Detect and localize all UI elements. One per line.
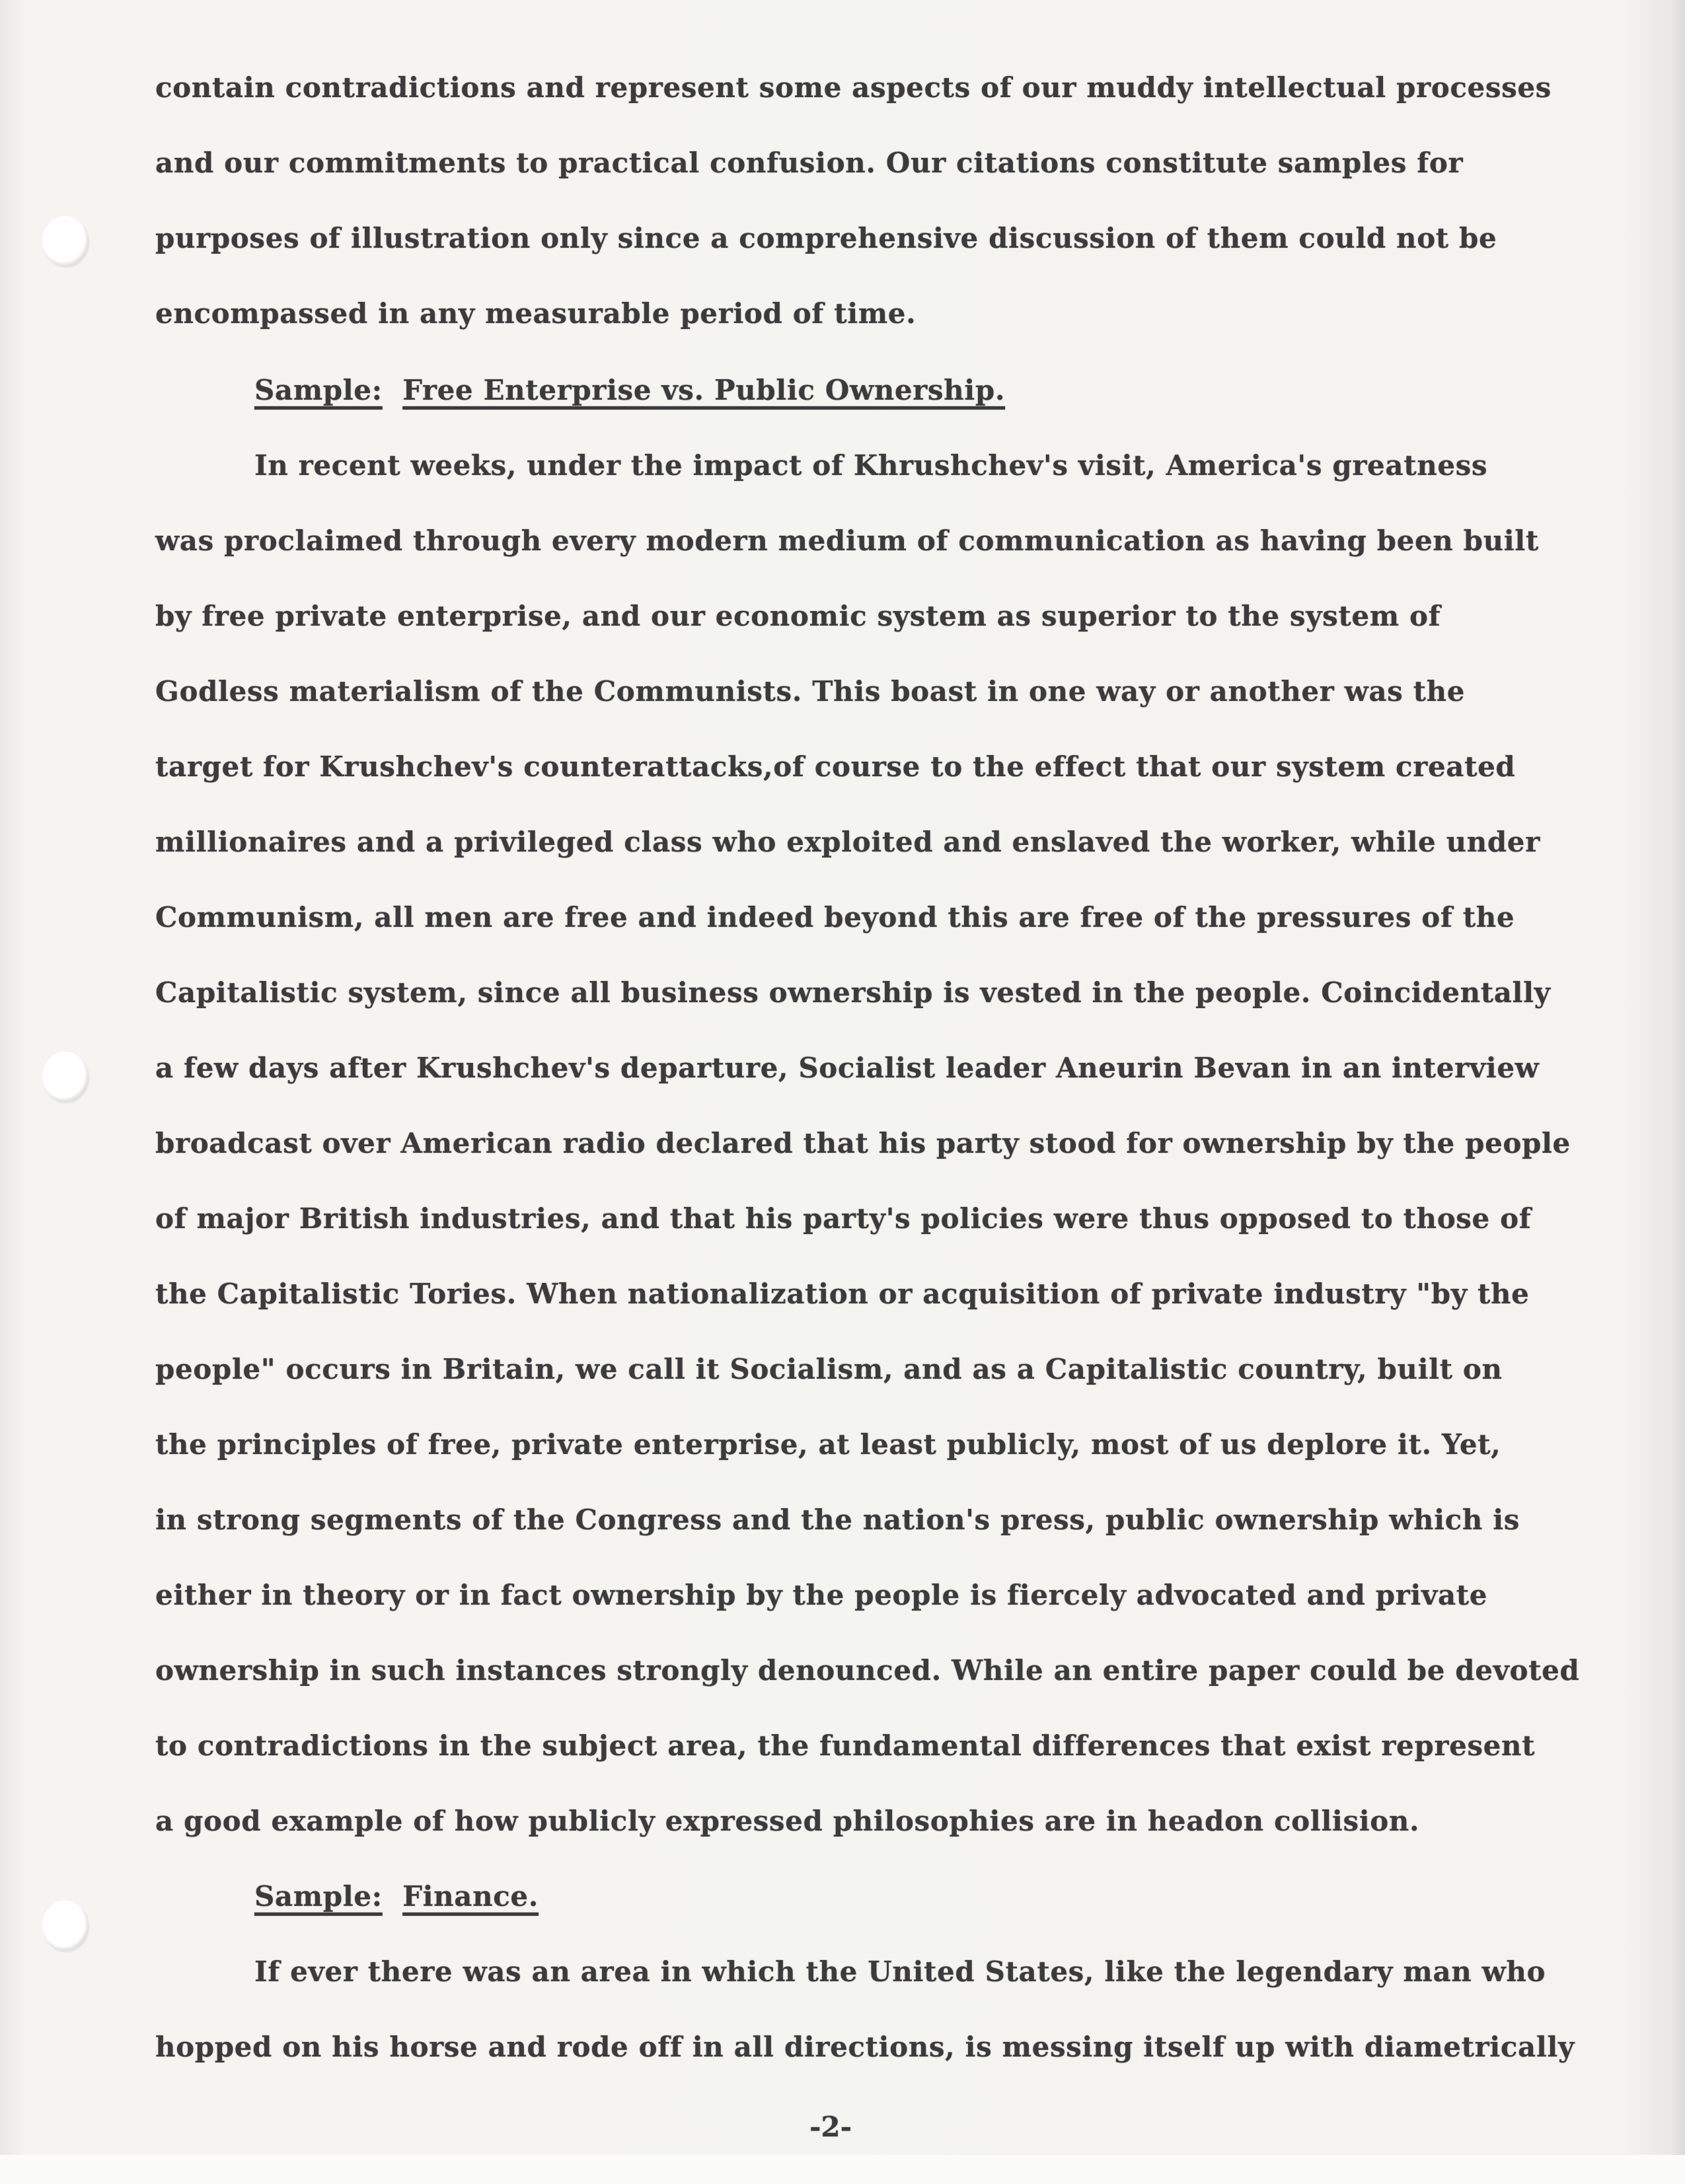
- page-number: -2-: [809, 2111, 852, 2143]
- text-line: people" occurs in Britain, we call it Socialism, and as a Capitalistic country, built on: [155, 1353, 1503, 1385]
- punch-hole-bottom: [42, 1901, 89, 1951]
- punch-hole-middle: [42, 1052, 89, 1102]
- text-line: In recent weeks, under the impact of Khrushchev's visit, America's greatness: [254, 449, 1488, 482]
- text-line: and our commitments to practical confusion. Our citations constitute samples for: [155, 147, 1464, 179]
- text-line: Godless materialism of the Communists. This boast in one way or another was the: [155, 675, 1466, 708]
- section-heading-finance: [254, 1880, 539, 1913]
- text-line: the principles of free, private enterprise, at least publicly, most of us deplore it. Yet,: [155, 1428, 1501, 1461]
- text-line: target for Krushchev's counterattacks,of course to the effect that our system created: [155, 750, 1516, 783]
- text-line: ownership in such instances strongly denounced. While an entire paper could be devoted: [155, 1654, 1580, 1687]
- section-label: Sample:: [254, 374, 383, 406]
- scan-bottom-edge: [0, 2155, 1685, 2184]
- section-title: Free Enterprise vs. Public Ownership.: [402, 374, 1006, 406]
- text-line: in strong segments of the Congress and the nation's press, public ownership which is: [155, 1504, 1520, 1536]
- text-line: broadcast over American radio declared that his party stood for ownership by the people: [155, 1127, 1571, 1159]
- text-line: by free private enterprise, and our economic system as superior to the system of: [155, 600, 1441, 632]
- text-line: either in theory or in fact ownership by the people is fiercely advocated and private: [155, 1579, 1488, 1611]
- text-line: If ever there was an area in which the United States, like the legendary man who: [254, 1955, 1546, 1988]
- text-line: hopped on his horse and rode off in all directions, is messing itself up with diametrically: [155, 2031, 1575, 2063]
- text-line: the Capitalistic Tories. When nationalization or acquisition of private industry "by the: [155, 1278, 1530, 1310]
- text-line: was proclaimed through every modern medium of communication as having been built: [155, 525, 1539, 557]
- text-line: millionaires and a privileged class who exploited and enslaved the worker, while under: [155, 826, 1540, 858]
- text-line: a few days after Krushchev's departure, Socialist leader Aneurin Bevan in an interview: [155, 1052, 1540, 1084]
- text-line: Communism, all men are free and indeed beyond this are free of the pressures of the: [155, 901, 1515, 933]
- section-label: Sample:: [254, 1880, 383, 1912]
- text-line: purposes of illustration only since a comprehensive discussion of them could not be: [155, 222, 1497, 254]
- text-line: encompassed in any measurable period of time.: [155, 297, 917, 330]
- section-title: Finance.: [402, 1880, 539, 1912]
- text-line: of major British industries, and that his party's policies were thus opposed to those of: [155, 1202, 1532, 1235]
- section-heading-free-enterprise: [254, 374, 1005, 407]
- text-line: Capitalistic system, since all business ownership is vested in the people. Coincidentally: [155, 976, 1551, 1009]
- text-line: a good example of how publicly expressed philosophies are in headon collision.: [155, 1805, 1420, 1837]
- text-line: to contradictions in the subject area, the fundamental differences that exist represent: [155, 1729, 1536, 1762]
- punch-hole-top: [42, 216, 89, 266]
- text-line: contain contradictions and represent some aspects of our muddy intellectual processes: [155, 71, 1552, 104]
